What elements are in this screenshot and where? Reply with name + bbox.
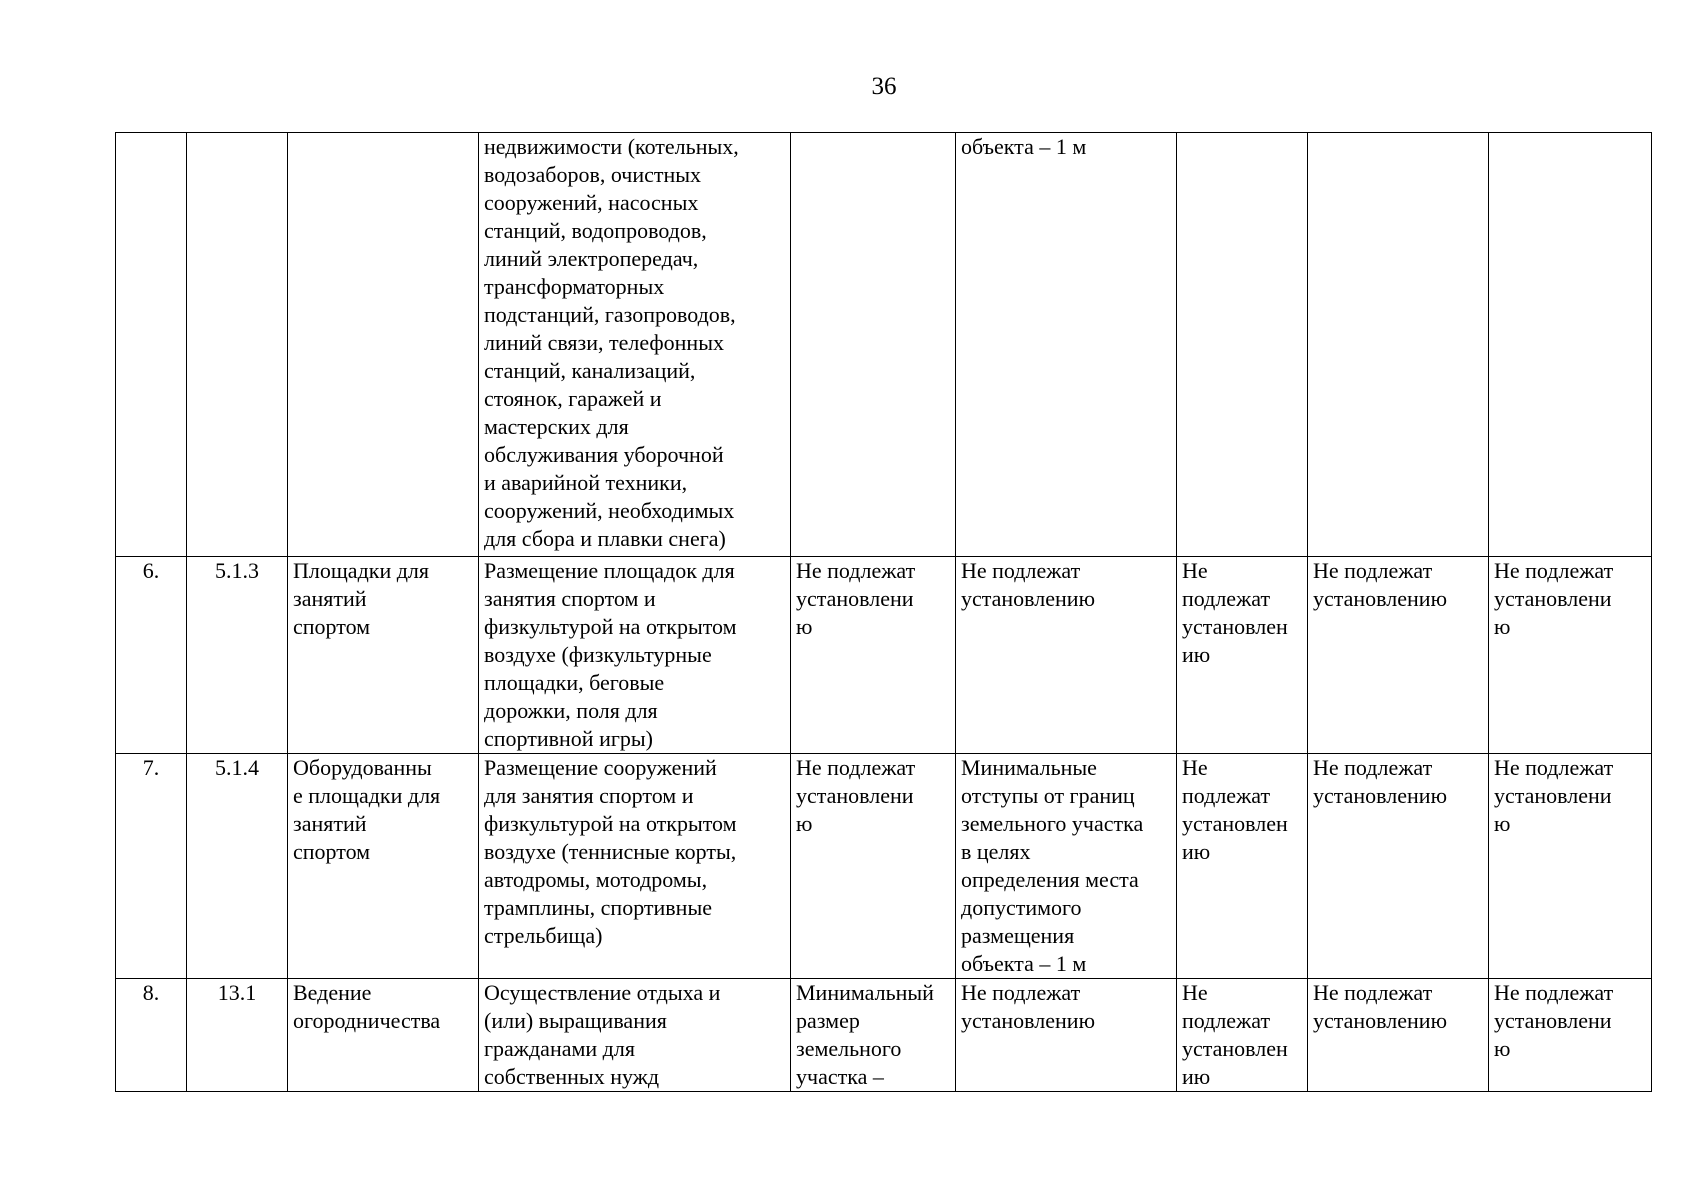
cell-text-line: стрельбища) xyxy=(484,923,603,948)
cell-min-max-plot-size xyxy=(791,979,956,1092)
cell-text-line: размер xyxy=(796,1008,860,1033)
cell-text-line: подстанций, газопроводов, xyxy=(484,302,736,327)
table-row xyxy=(116,557,1652,754)
cell-text-line: спортом xyxy=(293,614,371,639)
table-row xyxy=(116,754,1652,979)
cell-text-line: установлени xyxy=(796,586,914,611)
cell-max-building-coverage xyxy=(1308,557,1489,754)
cell-text-line: занятий xyxy=(293,811,367,836)
cell-text-line: Размещение сооружений xyxy=(484,755,717,780)
cell-text-line: участка – xyxy=(796,1064,884,1089)
cell-text-line: подлежат xyxy=(1182,586,1271,611)
cell-text-line: ию xyxy=(1182,839,1211,864)
cell-text-line: для сбора и плавки снега) xyxy=(484,526,726,551)
cell-text-line: Не подлежат xyxy=(796,558,916,583)
table-row xyxy=(116,133,1652,557)
cell-max-floors xyxy=(1177,979,1308,1092)
cell-max-building-coverage xyxy=(1308,133,1489,557)
cell-text-line: в целях xyxy=(961,839,1031,864)
cell-text-line: ю xyxy=(796,614,813,639)
cell-text-line: водозаборов, очистных xyxy=(484,162,702,187)
cell-text-line: Не подлежат xyxy=(1313,558,1433,583)
cell-text-line: Не xyxy=(1182,980,1208,1005)
cell-text-line: линий электропередач, xyxy=(484,246,699,271)
cell-min-max-plot-size xyxy=(791,557,956,754)
table-row xyxy=(116,979,1652,1092)
cell-text-line: станций, канализаций, xyxy=(484,358,696,383)
cell-code xyxy=(187,557,288,754)
cell-code xyxy=(187,754,288,979)
cell-text-line: земельного xyxy=(796,1036,902,1061)
cell-text-line: установлен xyxy=(1182,1036,1288,1061)
cell-text-line: мастерских для xyxy=(484,414,629,439)
cell-text-line: подлежат xyxy=(1182,783,1271,808)
regulations-table xyxy=(115,132,1652,1092)
cell-text-line: занятия спортом и xyxy=(484,586,656,611)
cell-text-line: ю xyxy=(1494,811,1511,836)
table-body xyxy=(116,133,1652,1092)
cell-text-line: воздухе (теннисные корты, xyxy=(484,839,737,864)
cell-text-line: допустимого xyxy=(961,895,1082,920)
cell-other-parameters xyxy=(1489,754,1652,979)
cell-text-line: Не xyxy=(1182,755,1208,780)
cell-text-line: сооружений, насосных xyxy=(484,190,699,215)
cell-text-line: Не подлежат xyxy=(1313,980,1433,1005)
cell-text-line: 6. xyxy=(142,558,160,583)
cell-use-type-description xyxy=(479,133,791,557)
cell-text-line: установлению xyxy=(1313,586,1448,611)
cell-text-line: недвижимости (котельных, xyxy=(484,134,739,159)
cell-text-line: установлению xyxy=(1313,1008,1448,1033)
cell-use-type-name xyxy=(288,557,479,754)
cell-other-parameters xyxy=(1489,557,1652,754)
cell-text-line: 7. xyxy=(142,755,160,780)
cell-text-line: Минимальный xyxy=(796,980,934,1005)
cell-min-max-plot-size xyxy=(791,754,956,979)
cell-text-line: площадки, беговые xyxy=(484,670,665,695)
cell-text-line: сооружений, необходимых xyxy=(484,498,735,523)
cell-text-line: 8. xyxy=(142,980,160,1005)
cell-use-type-name xyxy=(288,979,479,1092)
cell-text-line: установлени xyxy=(1494,586,1612,611)
cell-text-line: Не подлежат xyxy=(961,980,1081,1005)
cell-text-line: Ведение xyxy=(293,980,372,1005)
cell-min-setback xyxy=(956,754,1177,979)
cell-text-line: Не подлежат xyxy=(796,755,916,780)
cell-use-type-description xyxy=(479,557,791,754)
cell-text-line: ю xyxy=(1494,614,1511,639)
cell-text-line: Площадки для xyxy=(293,558,430,583)
cell-max-building-coverage xyxy=(1308,979,1489,1092)
page-number: 36 xyxy=(871,73,897,100)
cell-text-line: физкультурой на открытом xyxy=(484,614,737,639)
cell-use-type-name xyxy=(288,754,479,979)
cell-text-line: установлени xyxy=(1494,1008,1612,1033)
cell-min-setback xyxy=(956,979,1177,1092)
cell-text-line: Не подлежат xyxy=(1494,980,1614,1005)
cell-min-setback xyxy=(956,133,1177,557)
cell-text-line: занятий xyxy=(293,586,367,611)
cell-text-line: воздухе (физкультурные xyxy=(484,642,712,667)
cell-text-line: Не подлежат xyxy=(961,558,1081,583)
cell-text-line: установлени xyxy=(1494,783,1612,808)
cell-text-line: ю xyxy=(796,811,813,836)
cell-use-type-description xyxy=(479,754,791,979)
cell-text-line: Не подлежат xyxy=(1494,755,1614,780)
cell-text-line: Не подлежат xyxy=(1494,558,1614,583)
cell-text-line: (или) выращивания xyxy=(484,1008,667,1033)
cell-text-line: отступы от границ xyxy=(961,783,1135,808)
cell-text-line: ию xyxy=(1182,1064,1211,1089)
cell-text-line: ию xyxy=(1182,642,1211,667)
cell-text-line: трамплины, спортивные xyxy=(484,895,712,920)
cell-other-parameters xyxy=(1489,979,1652,1092)
cell-text-line: установлени xyxy=(796,783,914,808)
cell-text-line: Не подлежат xyxy=(1313,755,1433,780)
cell-code xyxy=(187,979,288,1092)
cell-text-line: дорожки, поля для xyxy=(484,698,658,723)
cell-text-line: Не xyxy=(1182,558,1208,583)
cell-text-line: для занятия спортом и xyxy=(484,783,694,808)
cell-use-type-name xyxy=(288,133,479,557)
cell-row-number xyxy=(116,979,187,1092)
cell-max-floors xyxy=(1177,133,1308,557)
cell-other-parameters xyxy=(1489,133,1652,557)
cell-text-line: 5.1.4 xyxy=(215,755,259,780)
cell-text-line: обслуживания уборочной xyxy=(484,442,724,467)
cell-row-number xyxy=(116,557,187,754)
cell-max-floors xyxy=(1177,557,1308,754)
cell-min-setback xyxy=(956,557,1177,754)
cell-text-line: установлению xyxy=(1313,783,1448,808)
cell-row-number xyxy=(116,133,187,557)
cell-text-line: объекта – 1 м xyxy=(961,134,1087,159)
cell-text-line: определения места xyxy=(961,867,1139,892)
cell-text-line: установлен xyxy=(1182,614,1288,639)
cell-text-line: автодромы, мотодромы, xyxy=(484,867,708,892)
cell-text-line: физкультурой на открытом xyxy=(484,811,737,836)
cell-row-number xyxy=(116,754,187,979)
cell-text-line: е площадки для xyxy=(293,783,441,808)
cell-text-line: и аварийной техники, xyxy=(484,470,688,495)
cell-text-line: гражданами для xyxy=(484,1036,635,1061)
cell-text-line: Оборудованны xyxy=(293,755,432,780)
cell-text-line: 5.1.3 xyxy=(215,558,259,583)
cell-text-line: установлению xyxy=(961,586,1096,611)
cell-text-line: Осуществление отдыха и xyxy=(484,980,721,1005)
cell-text-line: стоянок, гаражей и xyxy=(484,386,662,411)
cell-text-line: трансформаторных xyxy=(484,274,665,299)
cell-min-max-plot-size xyxy=(791,133,956,557)
cell-text-line: станций, водопроводов, xyxy=(484,218,707,243)
cell-text-line: размещения xyxy=(961,923,1075,948)
cell-text-line: собственных нужд xyxy=(484,1064,660,1089)
cell-text-line: спортом xyxy=(293,839,371,864)
cell-text-line: 13.1 xyxy=(217,980,257,1005)
cell-text-line: земельного участка xyxy=(961,811,1144,836)
cell-text-line: установлению xyxy=(961,1008,1096,1033)
cell-code xyxy=(187,133,288,557)
cell-max-floors xyxy=(1177,754,1308,979)
cell-max-building-coverage xyxy=(1308,754,1489,979)
cell-text-line: огородничества xyxy=(293,1008,441,1033)
cell-use-type-description xyxy=(479,979,791,1092)
cell-text-line: подлежат xyxy=(1182,1008,1271,1033)
cell-text-line: Минимальные xyxy=(961,755,1097,780)
cell-text-line: объекта – 1 м xyxy=(961,951,1087,976)
cell-text-line: линий связи, телефонных xyxy=(484,330,724,355)
cell-text-line: установлен xyxy=(1182,811,1288,836)
cell-text-line: спортивной игры) xyxy=(484,726,653,751)
cell-text-line: ю xyxy=(1494,1036,1511,1061)
cell-text-line: Размещение площадок для xyxy=(484,558,735,583)
